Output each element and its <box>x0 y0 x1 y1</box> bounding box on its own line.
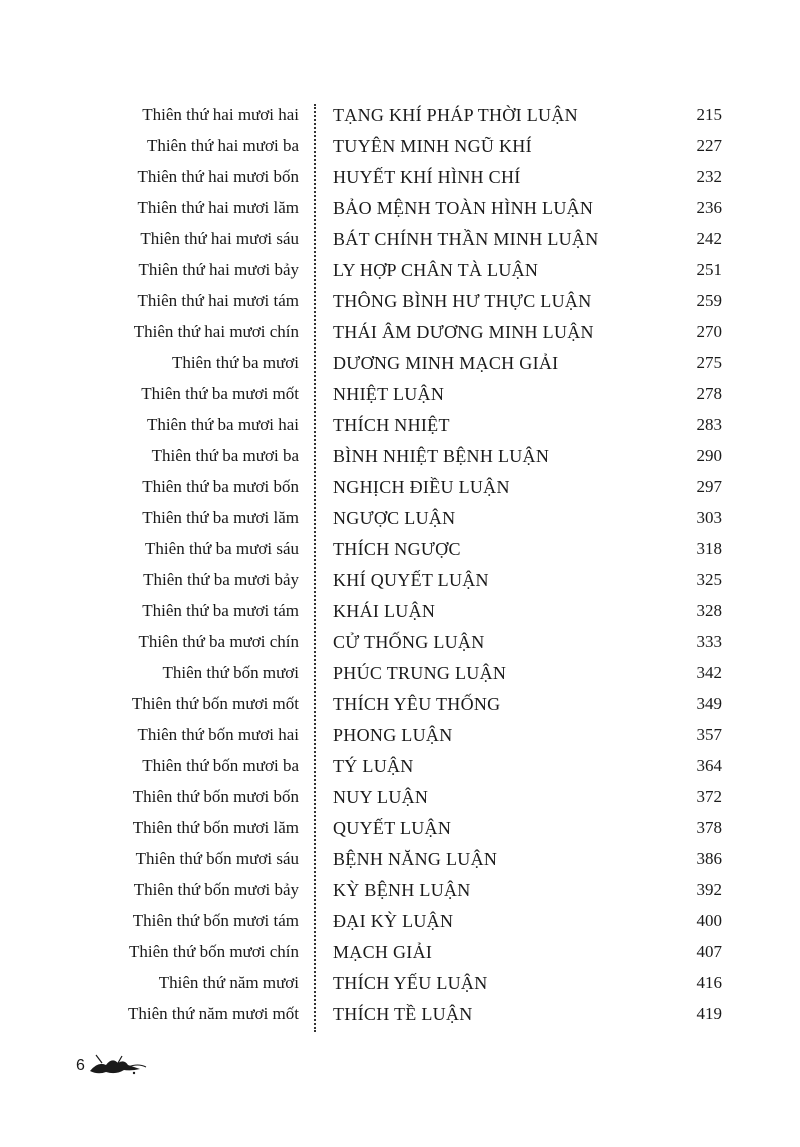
page-ref: 357 <box>696 725 722 744</box>
chapter-label: Thiên thứ ba mươi ba <box>151 446 299 465</box>
chapter-label: Thiên thứ bốn mươi lăm <box>132 818 299 837</box>
chapter-label: Thiên thứ ba mươi sáu <box>145 539 299 558</box>
chapter-title: BÁT CHÍNH THẦN MINH LUẬN <box>333 229 599 249</box>
chapter-title: KỲ BỆNH LUẬN <box>333 880 471 900</box>
chapter-label: Thiên thứ bốn mươi chín <box>128 942 299 961</box>
chapter-title: THÔNG BÌNH HƯ THỰC LUẬN <box>333 291 592 311</box>
chapter-label: Thiên thứ hai mươi tám <box>137 291 299 310</box>
toc-entry <box>0 348 800 379</box>
chapter-title: THÁI ÂM DƯƠNG MINH LUẬN <box>333 322 594 342</box>
chapter-title: TÝ LUẬN <box>333 756 414 776</box>
toc-entry <box>0 131 800 162</box>
chapter-label: Thiên thứ hai mươi hai <box>142 105 299 124</box>
page-ref: 419 <box>696 1004 722 1023</box>
toc-entry <box>0 379 800 410</box>
toc-entry <box>0 410 800 441</box>
toc-entry <box>0 162 800 193</box>
chapter-label: Thiên thứ ba mươi chín <box>138 632 299 651</box>
chapter-label: Thiên thứ bốn mươi ba <box>142 756 299 775</box>
chapter-label: Thiên thứ ba mươi mốt <box>141 384 299 403</box>
page-ref: 342 <box>696 663 722 682</box>
chapter-title: THÍCH TỀ LUẬN <box>333 1004 473 1024</box>
chapter-title: HUYẾT KHÍ HÌNH CHÍ <box>333 167 521 187</box>
chapter-label: Thiên thứ ba mươi bảy <box>143 570 299 589</box>
chapter-label: Thiên thứ bốn mươi sáu <box>135 849 299 868</box>
chapter-title: PHONG LUẬN <box>333 725 453 745</box>
toc-entry <box>0 286 800 317</box>
chapter-title: QUYẾT LUẬN <box>333 818 452 838</box>
chapter-title: KHÁI LUẬN <box>333 601 436 621</box>
toc-entry <box>0 751 800 782</box>
toc-entry <box>0 565 800 596</box>
chapter-title: NGƯỢC LUẬN <box>333 508 456 528</box>
page-ref: 297 <box>696 477 722 496</box>
page-ref: 333 <box>696 632 722 651</box>
chapter-title: TUYÊN MINH NGŨ KHÍ <box>333 136 532 156</box>
chapter-label: Thiên thứ bốn mươi mốt <box>131 694 299 713</box>
toc-entry <box>0 627 800 658</box>
chapter-title: MẠCH GIẢI <box>333 942 433 962</box>
page-ref: 236 <box>696 198 722 217</box>
page-footer <box>76 1053 156 1079</box>
chapter-label: Thiên thứ ba mươi tám <box>142 601 299 620</box>
page-ref: 290 <box>696 446 722 465</box>
toc-entry <box>0 255 800 286</box>
page-ref: 378 <box>696 818 722 837</box>
toc-entry <box>0 968 800 999</box>
toc-entry <box>0 441 800 472</box>
toc-entry <box>0 596 800 627</box>
toc-entry <box>0 937 800 968</box>
page-ref: 416 <box>696 973 722 992</box>
chapter-title: BỆNH NĂNG LUẬN <box>333 849 498 869</box>
toc-entry <box>0 658 800 689</box>
chapter-label: Thiên thứ bốn mươi bốn <box>132 787 299 806</box>
chapter-title: THÍCH YÊU THỐNG <box>333 694 501 714</box>
page-ref: 318 <box>696 539 722 558</box>
chapter-title: KHÍ QUYẾT LUẬN <box>333 570 489 590</box>
chapter-label: Thiên thứ ba mươi hai <box>146 415 299 434</box>
toc-entry <box>0 100 800 131</box>
toc-entry <box>0 844 800 875</box>
toc-entry <box>0 906 800 937</box>
page-ref: 349 <box>696 694 722 713</box>
page-ref: 232 <box>696 167 722 186</box>
toc-entry <box>0 999 800 1030</box>
page-ref: 328 <box>696 601 722 620</box>
page-ref: 372 <box>696 787 722 806</box>
toc-entry <box>0 224 800 255</box>
chapter-title: BÌNH NHIỆT BỆNH LUẬN <box>333 446 550 466</box>
chapter-title: THÍCH YẾU LUẬN <box>333 973 488 993</box>
chapter-label: Thiên thứ hai mươi sáu <box>140 229 299 248</box>
page-ref: 259 <box>696 291 722 310</box>
toc-entry <box>0 782 800 813</box>
chapter-title: PHÚC TRUNG LUẬN <box>333 663 507 683</box>
page-ref: 407 <box>696 942 722 961</box>
chapter-label: Thiên thứ bốn mươi bảy <box>133 880 299 899</box>
chapter-label: Thiên thứ năm mươi <box>158 973 299 992</box>
chapter-label: Thiên thứ bốn mươi <box>162 663 299 682</box>
page-ref: 278 <box>696 384 722 403</box>
toc-entry <box>0 503 800 534</box>
page-ref: 251 <box>696 260 722 279</box>
chapter-label: Thiên thứ hai mươi lăm <box>137 198 299 217</box>
chapter-title: LY HỢP CHÂN TÀ LUẬN <box>333 260 539 280</box>
page-ref: 242 <box>696 229 722 248</box>
crane-ornament-icon <box>88 1053 148 1077</box>
chapter-label: Thiên thứ ba mươi bốn <box>142 477 299 496</box>
page-ref: 400 <box>696 911 722 930</box>
chapter-title: NGHỊCH ĐIỀU LUẬN <box>333 477 510 497</box>
chapter-title: BẢO MỆNH TOÀN HÌNH LUẬN <box>333 198 594 218</box>
chapter-title: CỬ THỐNG LUẬN <box>333 632 485 652</box>
page-ref: 227 <box>696 136 722 155</box>
toc-entry <box>0 472 800 503</box>
chapter-title: THÍCH NHIỆT <box>333 415 450 435</box>
chapter-label: Thiên thứ ba mươi <box>171 353 299 372</box>
toc-entry <box>0 193 800 224</box>
toc-entry <box>0 875 800 906</box>
page-ref: 392 <box>696 880 722 899</box>
chapter-title: DƯƠNG MINH MẠCH GIẢI <box>333 353 559 373</box>
page-ref: 303 <box>696 508 722 527</box>
chapter-title: NUY LUẬN <box>333 787 429 807</box>
chapter-title: NHIỆT LUẬN <box>333 384 445 404</box>
page-ref: 215 <box>696 105 722 124</box>
chapter-label: Thiên thứ ba mươi lăm <box>142 508 299 527</box>
page-ref: 386 <box>696 849 722 868</box>
toc-entry <box>0 534 800 565</box>
page-ref: 325 <box>696 570 722 589</box>
chapter-label: Thiên thứ hai mươi ba <box>146 136 299 155</box>
chapter-title: ĐẠI KỲ LUẬN <box>333 911 454 931</box>
page-ref: 364 <box>696 756 722 775</box>
chapter-label: Thiên thứ năm mươi mốt <box>128 1004 299 1023</box>
chapter-label: Thiên thứ bốn mươi hai <box>137 725 299 744</box>
toc-entry <box>0 689 800 720</box>
table-of-contents <box>0 100 800 1030</box>
page-ref: 275 <box>696 353 722 372</box>
page-number: 6 <box>76 1057 85 1074</box>
chapter-label: Thiên thứ hai mươi chín <box>133 322 299 341</box>
chapter-title: THÍCH NGƯỢC <box>333 539 461 559</box>
chapter-title: TẠNG KHÍ PHÁP THỜI LUẬN <box>333 105 578 125</box>
page-ref: 283 <box>696 415 722 434</box>
chapter-label: Thiên thứ hai mươi bốn <box>137 167 299 186</box>
toc-entry <box>0 317 800 348</box>
page-ref: 270 <box>696 322 722 341</box>
chapter-label: Thiên thứ hai mươi bảy <box>138 260 299 279</box>
toc-entry <box>0 813 800 844</box>
chapter-label: Thiên thứ bốn mươi tám <box>132 911 299 930</box>
toc-entry <box>0 720 800 751</box>
